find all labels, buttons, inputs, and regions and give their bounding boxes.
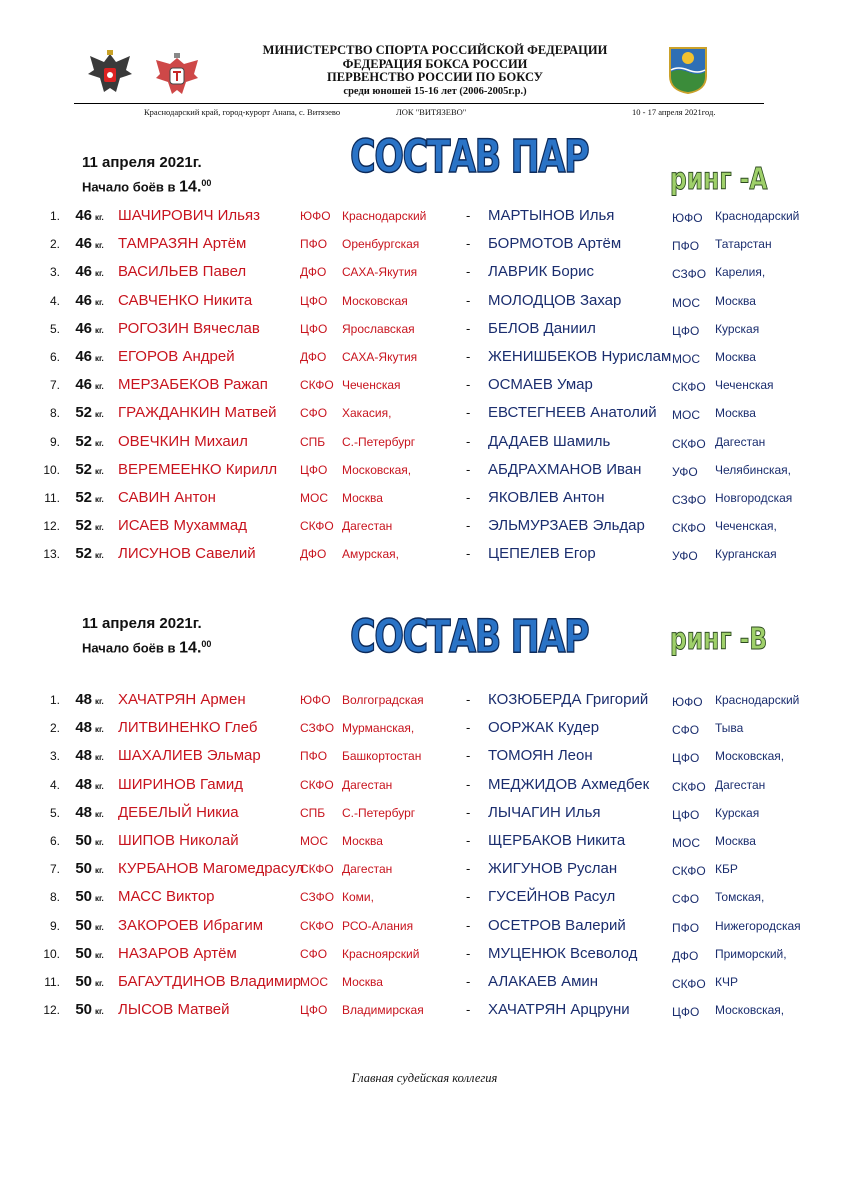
red-corner-district: СКФО (300, 378, 334, 393)
red-corner-district: ЮФО (300, 209, 331, 223)
weight-unit: кг. (95, 697, 104, 706)
blue-corner-name: БЕЛОВ Даниил (488, 319, 596, 337)
weight-class: 46 (75, 235, 92, 253)
bout-row (0, 376, 849, 404)
separator: - (466, 518, 471, 534)
red-corner-name: МЕРЗАБЕКОВ Ражап (118, 376, 268, 394)
weight-class: 50 (75, 944, 92, 962)
blue-corner-district: СКФО (672, 380, 706, 395)
red-corner-name: РОГОЗИН Вячеслав (118, 319, 260, 337)
red-corner-region: Чеченская (342, 378, 401, 393)
blue-corner-region: Нижегородская (715, 918, 801, 933)
red-corner-district: СЗФО (300, 721, 335, 736)
blue-corner-name: МУЦЕНЮК Всеволод (488, 944, 638, 962)
separator: - (466, 974, 471, 989)
blue-corner-district: МОС (672, 408, 700, 423)
red-corner-region: Оренбургская (342, 237, 420, 252)
blue-corner-district: ДФО (672, 948, 699, 963)
separator: - (466, 776, 471, 792)
weight-unit: кг. (95, 269, 104, 279)
weight-class: 52 (75, 545, 92, 563)
bout-row (0, 719, 849, 747)
weight-unit: кг. (95, 866, 104, 876)
bout-number: 11. (44, 491, 60, 505)
weight-class: 48 (75, 803, 92, 821)
separator: - (466, 861, 471, 877)
red-corner-district: СКФО (300, 519, 334, 534)
weight-class: 50 (75, 1001, 92, 1019)
separator: - (466, 377, 471, 393)
bout-number: 8. (49, 890, 60, 905)
section-a-start: Начало боёв в 14.00 (82, 178, 212, 196)
separator: - (466, 208, 471, 223)
red-corner-region: Дагестан (342, 777, 393, 792)
blue-corner-name: ОСЕТРОВ Валерий (488, 916, 626, 934)
bout-number: 5. (49, 805, 60, 820)
weight-unit: кг. (95, 466, 104, 476)
red-corner-district: МОС (300, 975, 328, 989)
red-corner-district: СЗФО (300, 890, 335, 905)
bout-row (0, 348, 849, 376)
bout-number: 13. (43, 547, 60, 562)
red-corner-district: МОС (300, 834, 328, 848)
separator: - (466, 320, 471, 336)
header-ministry: МИНИСТЕРСТВО СПОРТА РОССИЙСКОЙ ФЕДЕРАЦИИ (262, 43, 608, 57)
section-a-date: 11 апреля 2021г. (82, 154, 202, 171)
red-corner-district: СПБ (300, 434, 326, 449)
blue-corner-name: БОРМОТОВ Артём (488, 235, 622, 253)
bout-row (0, 945, 849, 973)
blue-corner-name: МАРТЫНОВ Илья (488, 207, 615, 224)
red-corner-district: МОС (300, 491, 328, 505)
red-corner-region: САХА-Якутия (342, 350, 418, 364)
blue-corner-region: Тыва (715, 721, 744, 736)
blue-corner-name: ЭЛЬМУРЗАЕВ Эльдар (488, 517, 645, 535)
bout-number: 3. (49, 749, 60, 764)
weight-unit: кг. (95, 838, 104, 847)
header-dates: 10 - 17 апреля 2021год. (632, 107, 716, 117)
section-b-ring: ринг -В (670, 622, 768, 657)
red-corner-name: ДЕБЕЛЫЙ Никиа (118, 803, 239, 821)
boxing-federation-emblem (152, 50, 202, 96)
red-corner-region: Мурманская, (342, 721, 415, 736)
weight-class: 46 (75, 207, 92, 224)
red-corner-name: ГРАЖДАНКИН Матвей (118, 404, 277, 422)
bout-row (0, 888, 849, 916)
weight-class: 50 (75, 973, 92, 990)
blue-corner-region: Москва (715, 350, 756, 364)
bout-number: 10. (43, 946, 60, 961)
red-corner-district: СКФО (300, 777, 334, 792)
weight-unit: кг. (95, 922, 104, 932)
bout-number: 1. (49, 693, 60, 707)
blue-corner-name: ЛЫЧАГИН Илья (488, 803, 601, 821)
weight-unit: кг. (95, 950, 104, 960)
red-corner-district: СКФО (300, 918, 334, 933)
red-corner-name: ЛИТВИНЕНКО Глеб (118, 719, 258, 737)
weight-unit: кг. (95, 551, 104, 561)
weight-unit: кг. (95, 325, 104, 335)
separator: - (466, 349, 471, 364)
blue-corner-region: Дагестан (715, 434, 766, 449)
separator: - (466, 748, 471, 764)
blue-corner-region: Курганская (715, 547, 777, 562)
red-corner-region: Дагестан (342, 519, 393, 534)
blue-corner-region: Новгородская (715, 491, 793, 505)
red-corner-district: ДФО (300, 547, 327, 562)
red-corner-name: ТАМРАЗЯН Артём (118, 235, 247, 253)
blue-corner-district: СФО (672, 723, 700, 738)
blue-corner-name: КОЗЮБЕРДА Григорий (488, 691, 649, 708)
separator: - (466, 1002, 471, 1018)
separator: - (466, 917, 471, 933)
red-corner-district: ЮФО (300, 693, 331, 707)
weight-unit: кг. (95, 495, 104, 504)
blue-corner-name: ГУСЕЙНОВ Расул (488, 888, 616, 906)
section-b-title: СОСТАВ ПАР (350, 610, 589, 663)
blue-corner-district: СФО (672, 892, 700, 907)
bout-number: 12. (43, 1003, 60, 1018)
bout-number: 9. (49, 434, 60, 449)
bout-number: 7. (49, 862, 60, 877)
red-corner-district: ЦФО (300, 293, 328, 308)
bout-number: 5. (49, 321, 60, 336)
red-corner-name: ЗАКОРОЕВ Ибрагим (118, 916, 264, 934)
bout-number: 2. (49, 237, 60, 252)
separator: - (466, 236, 471, 252)
weight-unit: кг. (95, 382, 104, 392)
bout-number: 7. (49, 378, 60, 393)
red-corner-district: ДФО (300, 265, 327, 280)
weight-unit: кг. (95, 241, 104, 251)
blue-corner-region: Московская, (715, 1003, 785, 1018)
header-divider (74, 103, 764, 104)
red-corner-name: ЛИСУНОВ Савелий (118, 545, 256, 563)
weight-class: 50 (75, 888, 92, 906)
separator: - (466, 433, 471, 449)
anapa-coat-of-arms (668, 46, 708, 94)
blue-corner-name: ДАДАЕВ Шамиль (488, 432, 611, 450)
header-block (240, 44, 630, 98)
separator: - (466, 833, 471, 848)
separator: - (466, 546, 471, 562)
red-corner-region: Краснодарский (342, 209, 427, 223)
blue-corner-region: Чеченская (715, 378, 774, 393)
weight-unit: кг. (95, 781, 104, 791)
bout-row (0, 832, 849, 860)
red-corner-name: ШИРИНОВ Гамид (118, 775, 244, 793)
weight-unit: кг. (95, 894, 104, 904)
weight-class: 46 (75, 376, 92, 394)
header-location: Краснодарский край, город-курорт Анапа, с. Витязево (144, 107, 341, 117)
blue-corner-district: СЗФО (672, 493, 707, 507)
header-category: среди юношей 15-16 лет (2006-2005г.р.) (343, 85, 527, 97)
bout-row (0, 545, 849, 573)
blue-corner-name: ЖЕНИШБЕКОВ Нурислам (488, 348, 672, 365)
separator: - (466, 692, 471, 707)
weight-class: 48 (75, 747, 92, 765)
bout-row (0, 517, 849, 545)
weight-class: 48 (75, 719, 92, 737)
header-federation: ФЕДЕРАЦИЯ БОКСА РОССИИ (342, 56, 528, 71)
blue-corner-name: ЕВСТЕГНЕЕВ Анатолий (488, 404, 657, 422)
footer-signature-label: Главная судейская коллегия (351, 1071, 498, 1085)
separator: - (466, 945, 471, 961)
weight-class: 46 (75, 263, 92, 281)
red-corner-name: НАЗАРОВ Артём (118, 944, 237, 962)
red-corner-name: САВИН Антон (118, 489, 216, 506)
red-corner-district: ДФО (300, 350, 327, 364)
red-corner-district: СКФО (300, 862, 334, 877)
weight-unit: кг. (95, 1007, 104, 1017)
weight-class: 52 (75, 489, 92, 506)
weight-class: 50 (75, 916, 92, 934)
red-corner-name: ШИПОВ Николай (118, 832, 239, 849)
blue-corner-district: МОС (672, 836, 700, 850)
separator: - (466, 720, 471, 736)
blue-corner-name: ЩЕРБАКОВ Никита (488, 832, 626, 849)
weight-class: 48 (75, 691, 92, 708)
blue-corner-name: ЛАВРИК Борис (488, 263, 594, 281)
header-championship: ПЕРВЕНСТВО РОССИИ ПО БОКСУ (327, 70, 543, 84)
blue-corner-district: ЮФО (672, 695, 703, 709)
section-b-date: 11 апреля 2021г. (82, 615, 202, 632)
blue-corner-name: АЛАКАЕВ Амин (488, 973, 599, 990)
red-corner-region: РСО-Алания (342, 918, 414, 933)
red-corner-name: ЕГОРОВ Андрей (118, 348, 235, 365)
bout-number: 1. (49, 209, 60, 223)
blue-corner-region: Москва (715, 293, 756, 308)
red-corner-region: Коми, (342, 890, 374, 905)
blue-corner-district: СКФО (672, 521, 706, 536)
bout-row (0, 489, 849, 517)
blue-corner-region: КБР (715, 862, 738, 877)
blue-corner-district: СКФО (672, 864, 706, 879)
bout-row (0, 320, 849, 348)
red-corner-region: Москва (342, 491, 383, 505)
red-corner-region: САХА-Якутия (342, 265, 418, 280)
blue-corner-region: Татарстан (715, 237, 772, 252)
blue-corner-region: Дагестан (715, 777, 766, 792)
red-corner-district: СПБ (300, 805, 326, 820)
separator: - (466, 804, 471, 820)
weight-unit: кг. (95, 979, 104, 988)
red-corner-region: Ярославская (342, 321, 415, 336)
blue-corner-name: ЦЕПЕЛЕВ Егор (488, 545, 596, 563)
bout-number: 8. (49, 406, 60, 421)
weight-unit: кг. (95, 438, 104, 448)
blue-corner-region: Приморский, (715, 946, 787, 961)
section-a-ring: ринг -А (670, 162, 768, 197)
blue-corner-district: ЦФО (672, 751, 700, 766)
blue-corner-region: Челябинская, (715, 462, 791, 477)
weight-class: 52 (75, 432, 92, 450)
bout-number: 2. (49, 721, 60, 736)
blue-corner-district: ЮФО (672, 211, 703, 225)
bout-row (0, 235, 849, 263)
weight-class: 50 (75, 860, 92, 878)
red-corner-name: ВЕРЕМЕЕНКО Кирилл (118, 460, 278, 478)
red-corner-name: КУРБАНОВ Магомедрасул (118, 860, 305, 878)
weight-class: 48 (75, 775, 92, 793)
blue-corner-name: АБДРАХМАНОВ Иван (488, 460, 642, 478)
bout-row (0, 691, 849, 719)
weight-unit: кг. (95, 213, 104, 222)
bout-number: 4. (49, 777, 60, 792)
bout-row (0, 263, 849, 291)
blue-corner-district: ЦФО (672, 807, 700, 822)
separator: - (466, 889, 471, 905)
blue-corner-district: УФО (672, 549, 698, 564)
bout-row (0, 433, 849, 461)
blue-corner-district: ПФО (672, 239, 700, 254)
blue-corner-name: ЯКОВЛЕВ Антон (488, 489, 605, 506)
weight-class: 46 (75, 291, 92, 309)
bout-number: 3. (49, 265, 60, 280)
blue-corner-district: ПФО (672, 920, 700, 935)
separator: - (466, 490, 471, 505)
weight-class: 50 (75, 832, 92, 849)
blue-corner-region: Карелия, (715, 265, 766, 280)
bout-row (0, 747, 849, 775)
blue-corner-name: ТОМОЯН Леон (488, 747, 593, 765)
double-headed-eagle-emblem (86, 48, 134, 98)
separator: - (466, 405, 471, 421)
red-corner-district: СФО (300, 406, 328, 421)
red-corner-name: ИСАЕВ Мухаммад (118, 517, 248, 535)
weight-unit: кг. (95, 410, 104, 420)
weight-class: 52 (75, 460, 92, 478)
red-corner-region: Дагестан (342, 862, 393, 877)
red-corner-region: С.-Петербург (342, 805, 416, 820)
blue-corner-district: СЗФО (672, 267, 707, 282)
weight-class: 52 (75, 517, 92, 535)
blue-corner-name: ХАЧАТРЯН Арцруни (488, 1001, 630, 1019)
blue-corner-region: Курская (715, 805, 760, 820)
blue-corner-region: Чеченская, (715, 519, 777, 534)
red-corner-name: ХАЧАТРЯН Армен (118, 691, 246, 708)
red-corner-name: ВАСИЛЬЕВ Павел (118, 263, 247, 281)
blue-corner-region: Москва (715, 834, 756, 848)
blue-corner-name: МОЛОДЦОВ Захар (488, 291, 622, 309)
bout-number: 6. (49, 350, 60, 364)
bout-number: 12. (43, 519, 60, 534)
separator: - (466, 461, 471, 477)
weight-unit: кг. (95, 523, 104, 533)
blue-corner-region: Краснодарский (715, 693, 800, 707)
bout-row (0, 1001, 849, 1029)
blue-corner-district: СКФО (672, 436, 706, 451)
red-corner-district: ЦФО (300, 321, 328, 336)
header-venue: ЛОК "ВИТЯЗЕВО" (396, 107, 467, 117)
bout-number: 11. (44, 975, 60, 989)
weight-unit: кг. (95, 753, 104, 763)
section-b-start: Начало боёв в 14.00 (82, 639, 212, 657)
red-corner-region: С.-Петербург (342, 434, 416, 449)
blue-corner-region: Краснодарский (715, 209, 800, 223)
red-corner-district: ЦФО (300, 1003, 328, 1018)
blue-corner-name: МЕДЖИДОВ Ахмедбек (488, 775, 650, 793)
red-corner-name: САВЧЕНКО Никита (118, 291, 253, 309)
red-corner-region: Московская, (342, 462, 412, 477)
red-corner-district: ЦФО (300, 462, 328, 477)
bout-row (0, 973, 849, 1001)
blue-corner-name: ООРЖАК Кудер (488, 719, 600, 737)
red-corner-region: Волгоградская (342, 693, 424, 707)
blue-corner-region: Томская, (715, 890, 765, 905)
blue-corner-region: КЧР (715, 975, 738, 989)
blue-corner-name: ЖИГУНОВ Руслан (488, 860, 618, 878)
blue-corner-district: МОС (672, 352, 700, 366)
red-corner-district: СФО (300, 946, 328, 961)
red-corner-region: Башкортостан (342, 749, 422, 764)
blue-corner-name: ОСМАЕВ Умар (488, 376, 593, 394)
separator: - (466, 264, 471, 280)
red-corner-name: ОВЕЧКИН Михаил (118, 432, 248, 450)
blue-corner-district: СКФО (672, 779, 706, 794)
red-corner-region: Хакасия, (342, 406, 392, 421)
red-corner-district: ПФО (300, 749, 328, 764)
red-corner-region: Московская (342, 293, 408, 308)
red-corner-name: ЛЫСОВ Матвей (118, 1001, 230, 1019)
weight-unit: кг. (95, 354, 104, 363)
red-corner-district: ПФО (300, 237, 328, 252)
bout-number: 6. (49, 834, 60, 848)
bout-row (0, 461, 849, 489)
blue-corner-district: ЦФО (672, 1005, 700, 1020)
bout-number: 10. (43, 462, 60, 477)
weight-class: 46 (75, 319, 92, 337)
bout-number: 9. (49, 918, 60, 933)
red-corner-region: Амурская, (342, 547, 399, 562)
red-corner-name: БАГАУТДИНОВ Владимир (118, 973, 302, 990)
bout-row (0, 207, 849, 235)
blue-corner-district: МОС (672, 295, 700, 310)
bout-row (0, 917, 849, 945)
blue-corner-region: Курская (715, 321, 760, 336)
bout-row (0, 292, 849, 320)
bout-row (0, 404, 849, 432)
blue-corner-district: ЦФО (672, 323, 700, 338)
weight-unit: кг. (95, 725, 104, 735)
blue-corner-district: УФО (672, 464, 698, 479)
red-corner-region: Москва (342, 975, 383, 989)
red-corner-region: Красноярский (342, 946, 420, 961)
bout-row (0, 804, 849, 832)
blue-corner-region: Московская, (715, 749, 785, 764)
red-corner-name: ШАЧИРОВИЧ Ильяз (118, 207, 261, 224)
red-corner-name: ШАХАЛИЕВ Эльмар (118, 747, 261, 765)
red-corner-region: Владимирская (342, 1003, 424, 1018)
bout-row (0, 860, 849, 888)
weight-class: 46 (75, 348, 92, 365)
bout-number: 4. (49, 293, 60, 308)
weight-unit: кг. (95, 297, 104, 307)
section-a-title: СОСТАВ ПАР (350, 130, 589, 183)
weight-class: 52 (75, 404, 92, 422)
blue-corner-district: СКФО (672, 977, 706, 991)
separator: - (466, 292, 471, 308)
red-corner-region: Москва (342, 834, 383, 848)
blue-corner-region: Москва (715, 406, 756, 421)
bout-row (0, 776, 849, 804)
red-corner-name: МАСС Виктор (118, 888, 215, 906)
weight-unit: кг. (95, 809, 104, 819)
